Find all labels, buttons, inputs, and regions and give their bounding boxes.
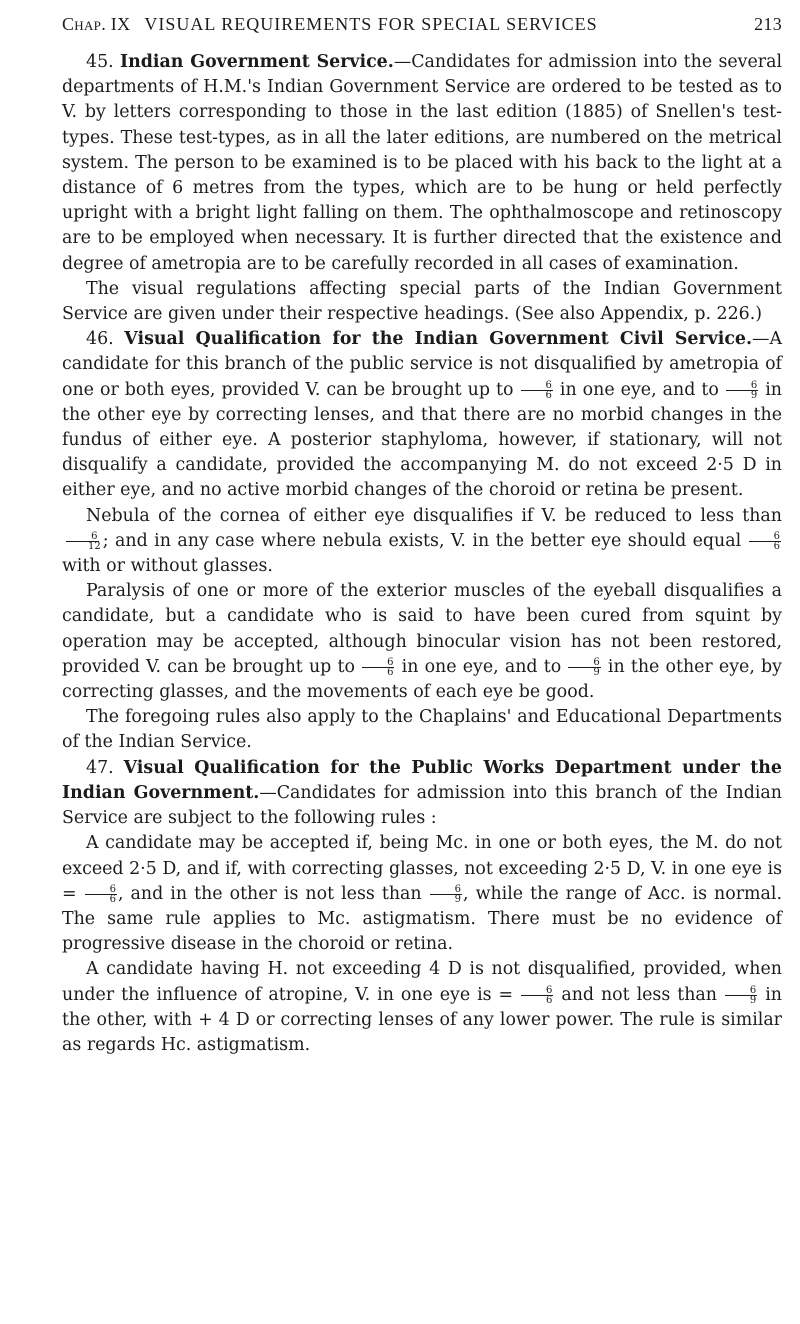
fraction-numerator: 6	[362, 658, 394, 668]
fraction	[85, 885, 117, 904]
fraction-denominator: 6	[109, 893, 116, 905]
fraction-denominator: 9	[454, 893, 462, 905]
fraction-denominator: 6	[546, 994, 553, 1006]
section-number: 47.	[86, 757, 124, 778]
fraction-numerator: 6	[521, 986, 553, 996]
paragraph-text: Paralysis of one or more of the exterior muscles of the eyeball disqualifies a candidate, but a candidate who is said to have been cured from squint by operation may be accepted, although binocular vision has not been restored, provided V. can be brought up to	[62, 581, 782, 677]
paragraph-text: Nebula of the cornea of either eye disqualifies if V. be reduced to less than	[86, 505, 782, 526]
paragraph-text: —Candidates for admission into the several departments of H.M.'s Indian Government Service are ordered to be tested as to V. by letters corresponding to those in the last edition (1885) of Snellen's test-types. These test-types, as in all the later editions, are numbered on the metrical system. The person to be examined is to be placed with his back to the light at a distance of 6 metres from the types, which are to be hung or held perfectly upright with a bright light falling on them. The ophthalmoscope and retinoscopy are to be employed when necessary. It is further directed that the existence and degree of ametropia are to be carefully recorded in all cases of examination.	[62, 52, 783, 274]
fraction-denominator: 6	[545, 389, 552, 401]
fraction	[568, 658, 600, 677]
fraction-numerator: 6	[726, 381, 758, 391]
paragraph-text: The foregoing rules also apply to the Chaplains' and Educational Departments of the Indian Service.	[62, 707, 782, 753]
fraction	[521, 986, 553, 1005]
fraction-denominator: 9	[749, 994, 757, 1006]
running-title: VISUAL REQUIREMENTS FOR SPECIAL SERVICES	[144, 14, 598, 34]
body-text	[62, 50, 782, 1058]
fraction-numerator: 6	[85, 885, 117, 895]
paragraph-text: ; and in any case where nebula exists, V. in the better eye should equal	[102, 530, 748, 551]
paragraph-text: in the other, with + 4 D or correcting lenses of any lower power. The rule is similar as regards Hc. astigmatism.	[62, 984, 782, 1055]
fraction	[521, 381, 553, 400]
chapter-label: Chap. IX	[62, 14, 131, 34]
paragraph	[62, 957, 782, 1058]
book-page	[62, 0, 782, 1058]
paragraph	[62, 756, 782, 832]
paragraph	[62, 831, 782, 957]
fraction-denominator: 6	[773, 540, 780, 552]
paragraph	[62, 327, 782, 503]
fraction-numerator: 6	[568, 658, 600, 668]
running-header	[62, 14, 782, 44]
paragraph	[62, 504, 782, 580]
fraction-numerator: 6	[430, 885, 462, 895]
fraction	[63, 532, 102, 551]
paragraph-text: in one eye, and to	[553, 379, 725, 400]
fraction	[430, 885, 462, 904]
paragraph-text: in one eye, and to	[395, 656, 568, 677]
section-heading: Visual Qualification for the Indian Government Civil Service.	[124, 329, 753, 350]
paragraph-text: —A candidate for this branch of the public service is not disqualified by ametropia of one or both eyes, provided V. can be brought up to	[62, 329, 782, 400]
fraction-numerator: 6	[66, 532, 98, 542]
fraction-numerator: 6	[749, 532, 781, 542]
fraction-numerator: 6	[521, 381, 553, 391]
fraction-denominator: 9	[750, 389, 758, 401]
fraction-denominator: 9	[593, 666, 600, 678]
paragraph-text: , while the range of Acc. is normal. The same rule applies to Mc. astigmatism. There must be no evidence of progressive disease in the choroid or retina.	[62, 883, 782, 955]
section-heading: Visual Qualification for the Public Works Department under the Indian Government.	[62, 757, 783, 803]
page-number: 213	[754, 14, 782, 34]
fraction	[725, 986, 757, 1005]
paragraph	[62, 277, 782, 327]
paragraph-text: The visual regulations affecting special parts of the Indian Government Service are given under their respective headings. (See also Appendix, p. 226.)	[62, 278, 782, 325]
paragraph-text: in the other eye, by correcting glasses, and the movements of each eye be good.	[62, 656, 782, 703]
paragraph	[62, 50, 782, 277]
paragraph-text: in the other eye by correcting lenses, and that there are no morbid changes in the fundus of either eye. A posterior staphyloma, however, if stationary, will not disqualify a candidate, provided the accompanying M. do not exceed 2·5 D in either eye, and no active morbid changes of the choroid or retina be present.	[62, 379, 782, 501]
paragraph-text: and not less than	[554, 984, 724, 1005]
fraction-numerator: 6	[725, 986, 757, 996]
paragraph	[62, 705, 782, 755]
header-left	[62, 14, 598, 35]
fraction	[749, 532, 781, 551]
fraction-denominator: 6	[387, 666, 394, 678]
section-heading: Indian Government Service.	[119, 52, 394, 72]
paragraph	[62, 579, 782, 705]
paragraph-text: —Candidates for admission into this branch of the Indian Service are subject to the following rules :	[62, 782, 782, 829]
fraction	[726, 381, 758, 400]
fraction-denominator: 12	[88, 540, 101, 552]
fraction	[362, 658, 394, 677]
paragraph-text: A candidate having H. not exceeding 4 D is not disqualified, provided, when under the influence of atropine, V. in one eye is =	[62, 959, 782, 1005]
paragraph-text: with or without glasses.	[62, 556, 273, 577]
paragraph-text: , and in the other is not less than	[117, 883, 429, 904]
section-number: 46.	[86, 329, 125, 350]
section-number: 45.	[86, 52, 120, 72]
paragraph-text: A candidate may be accepted if, being Mc. in one or both eyes, the M. do not exceed 2·5 D, and if, with correcting glasses, not exceeding 2·5 D, V. in one eye is =	[62, 833, 782, 904]
